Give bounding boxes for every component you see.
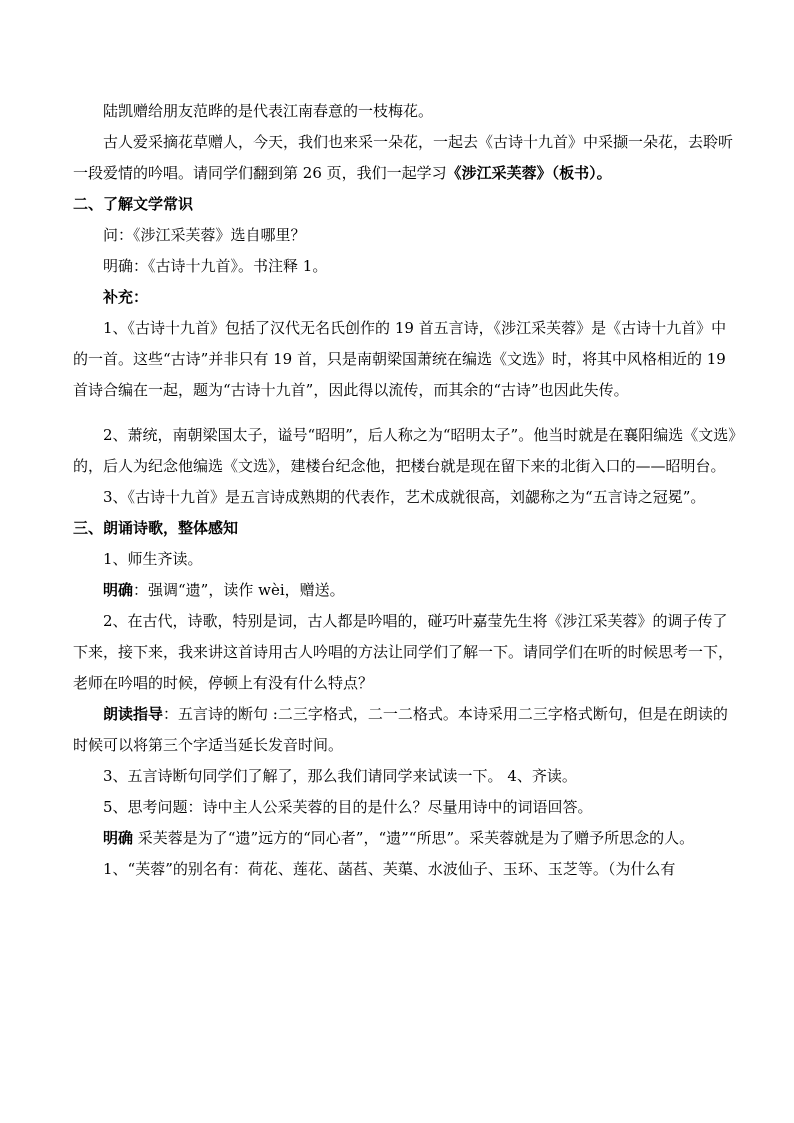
reading-guide-text: ：五言诗的断句 :二三字格式，二一二格式。本诗采用二三字格式断句，但是在朗读的时候可以将第三个字适当延长发音时间。	[73, 705, 728, 754]
step-1-answer-label: 明确	[103, 581, 134, 599]
step-5: 5、思考问题：诗中主人公采芙蓉的目的是什么？尽量用诗中的词语回答。	[103, 798, 593, 816]
intro-paragraph-1: 陆凯赠给朋友范晔的是代表江南春意的一枝梅花。	[103, 102, 434, 120]
intro-paragraph-2	[73, 127, 737, 189]
supplement-item-3: 3、《古诗十九首》是五言诗成熟期的代表作，艺术成就很高，刘勰称之为“五言诗之冠冕”。	[103, 488, 706, 506]
step-5-answer-label: 明确	[103, 829, 134, 847]
step-3-4: 3、五言诗断句同学们了解了，那么我们请同学来试读一下。 4、齐读。	[103, 767, 577, 785]
step-5-answer-text: 采芙蓉是为了“遗”远方的“同心者”，“遗”“所思”。采芙蓉就是为了赠予所思念的人。	[133, 829, 695, 847]
intro-paragraph-2-bold: 《涉江采芙蓉》（板书）。	[446, 164, 612, 182]
step-1-answer	[73, 575, 737, 606]
furong-aliases: 1、“芙蓉”的别名有：荷花、莲花、菡萏、芙蕖、水波仙子、玉环、玉芝等。（为什么有	[103, 860, 676, 878]
reading-guide	[73, 699, 737, 761]
step-2: 2、在古代，诗歌，特别是词，古人都是吟唱的，碰巧叶嘉莹先生将《涉江采芙蓉》的调子传了下来，接下来，我来讲这首诗用古人吟唱的方法让同学们了解一下。请同学们在听的时候思考一下，老师在吟唱的时候，停顿上有没有什么特点？	[73, 612, 734, 692]
step-1-answer-text: ：强调“遗”，读作 wèi，赠送。	[133, 581, 345, 599]
supplement-label: 补充：	[103, 288, 149, 306]
intro-paragraph-2-text: 古人爱采摘花草赠人，今天，我们也来采一朵花，一起去《古诗十九首》中采撷一朵花，去聆听一段爱情的吟唱。请同学们翻到第 26 页，我们一起学习	[73, 133, 734, 182]
supplement-item-2: 2、萧统，南朝梁国太子，谥号“昭明”，后人称之为“昭明太子”。他当时就是在襄阳编选《文选》的，后人为纪念他编选《文选》，建楼台纪念他，把楼台就是现在留下来的北街入口的——昭明台。	[73, 426, 736, 475]
supplement-item-1: 1、《古诗十九首》包括了汉代无名氏创作的 19 首五言诗，《涉江采芙蓉》是《古诗十九首》中的一首。这些“古诗”并非只有 19 首，只是南朝梁国萧统在编选《文选》时，将其中风格相近的 19 首诗合编在一起，题为“古诗十九首”，因此得以流传，而其余的“古诗”也因此失传。	[73, 319, 727, 399]
reading-guide-label: 朗读指导	[103, 705, 164, 723]
section-2-answer: 明确：《古诗十九首》。书注释 1。	[103, 257, 328, 275]
document-body	[73, 96, 737, 885]
section-2-heading: 二、了解文学常识	[73, 195, 194, 213]
step-5-answer	[73, 823, 737, 854]
section-2-question: 问：《涉江采芙蓉》选自哪里？	[103, 226, 306, 244]
step-1: 1、师生齐读。	[103, 550, 203, 568]
section-3-heading: 三、朗诵诗歌，整体感知	[73, 519, 239, 537]
